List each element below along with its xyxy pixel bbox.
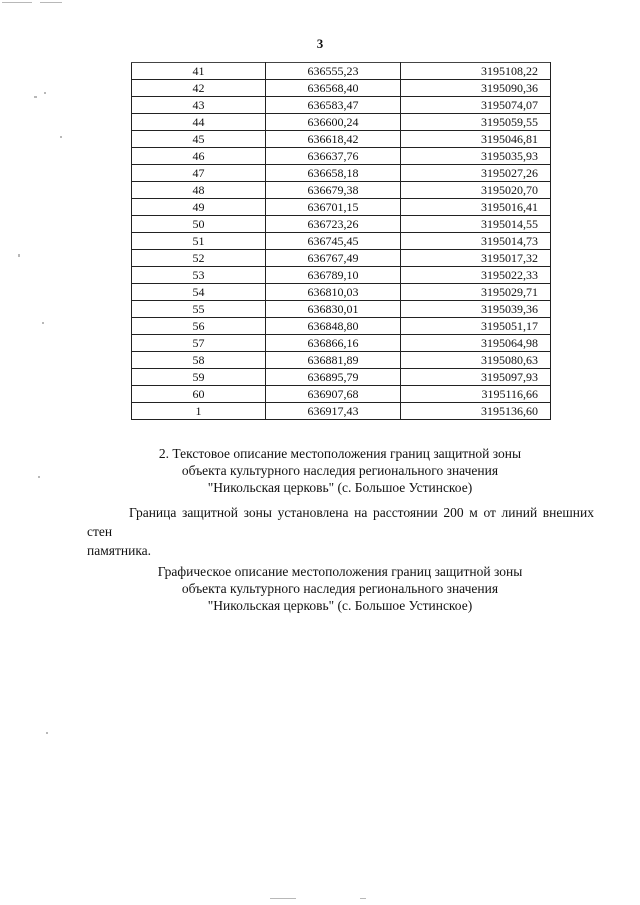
y-coordinate-cell: 3195014,55: [400, 216, 550, 233]
point-number-cell: 59: [132, 369, 266, 386]
table-row: [132, 352, 551, 369]
x-coordinate-cell: 636679,38: [266, 182, 401, 199]
point-number-cell: 53: [132, 267, 266, 284]
scan-mark: [2, 2, 32, 3]
x-coordinate-cell: 636723,26: [266, 216, 401, 233]
y-coordinate-cell: 3195090,36: [400, 80, 550, 97]
point-number-cell: 51: [132, 233, 266, 250]
scan-mark: [40, 2, 62, 3]
point-number-cell: 44: [132, 114, 266, 131]
y-coordinate-cell: 3195027,26: [400, 165, 550, 182]
x-coordinate-cell: 636789,10: [266, 267, 401, 284]
table-row: [132, 199, 551, 216]
paragraph-line: памятника.: [87, 543, 152, 558]
table-row: [132, 131, 551, 148]
y-coordinate-cell: 3195039,36: [400, 301, 550, 318]
y-coordinate-cell: 3195020,70: [400, 182, 550, 199]
scan-mark: [360, 898, 366, 899]
x-coordinate-cell: 636658,18: [266, 165, 401, 182]
x-coordinate-cell: 636701,15: [266, 199, 401, 216]
scan-mark: [18, 254, 20, 257]
page-number: 3: [316, 36, 324, 51]
x-coordinate-cell: 636745,45: [266, 233, 401, 250]
heading-line: объекта культурного наследия регионального значения: [181, 581, 499, 596]
point-number-cell: 45: [132, 131, 266, 148]
x-coordinate-cell: 636618,42: [266, 131, 401, 148]
paragraph-line: Граница защитной зоны установлена на расстоянии 200 м от линий внешних стен: [87, 505, 594, 539]
y-coordinate-cell: 3195097,93: [400, 369, 550, 386]
scan-mark: [42, 322, 44, 324]
x-coordinate-cell: 636895,79: [266, 369, 401, 386]
point-number-cell: 57: [132, 335, 266, 352]
x-coordinate-cell: 636866,16: [266, 335, 401, 352]
x-coordinate-cell: 636767,49: [266, 250, 401, 267]
table-row: [132, 114, 551, 131]
coordinates-table-body: [132, 63, 551, 420]
point-number-cell: 55: [132, 301, 266, 318]
heading-line: "Никольская церковь" (с. Большое Устинское): [207, 480, 473, 495]
point-number-cell: 49: [132, 199, 266, 216]
table-row: [132, 386, 551, 403]
table-row: [132, 165, 551, 182]
x-coordinate-cell: 636917,43: [266, 403, 401, 420]
table-row: [132, 301, 551, 318]
y-coordinate-cell: 3195116,66: [400, 386, 550, 403]
y-coordinate-cell: 3195080,63: [400, 352, 550, 369]
x-coordinate-cell: 636881,89: [266, 352, 401, 369]
scan-mark: [60, 136, 62, 138]
y-coordinate-cell: 3195108,22: [400, 63, 550, 80]
x-coordinate-cell: 636637,76: [266, 148, 401, 165]
table-row: [132, 267, 551, 284]
table-row: [132, 335, 551, 352]
table-row: [132, 63, 551, 80]
table-row: [132, 318, 551, 335]
point-number-cell: 56: [132, 318, 266, 335]
text-description-heading: [0, 445, 640, 496]
table-row: [132, 403, 551, 420]
scan-mark: [270, 898, 296, 899]
table-row: [132, 369, 551, 386]
y-coordinate-cell: 3195016,41: [400, 199, 550, 216]
y-coordinate-cell: 3195136,60: [400, 403, 550, 420]
boundary-paragraph: [87, 503, 594, 560]
x-coordinate-cell: 636848,80: [266, 318, 401, 335]
heading-line: объекта культурного наследия регионального значения: [181, 463, 499, 478]
point-number-cell: 48: [132, 182, 266, 199]
x-coordinate-cell: 636568,40: [266, 80, 401, 97]
table-row: [132, 233, 551, 250]
point-number-cell: 50: [132, 216, 266, 233]
y-coordinate-cell: 3195017,32: [400, 250, 550, 267]
table-row: [132, 148, 551, 165]
scan-mark: [34, 96, 37, 98]
y-coordinate-cell: 3195022,33: [400, 267, 550, 284]
point-number-cell: 43: [132, 97, 266, 114]
y-coordinate-cell: 3195059,55: [400, 114, 550, 131]
point-number-cell: 58: [132, 352, 266, 369]
point-number-cell: 60: [132, 386, 266, 403]
table-row: [132, 250, 551, 267]
y-coordinate-cell: 3195046,81: [400, 131, 550, 148]
y-coordinate-cell: 3195035,93: [400, 148, 550, 165]
point-number-cell: 46: [132, 148, 266, 165]
graphic-description-heading: [0, 563, 640, 614]
point-number-cell: 52: [132, 250, 266, 267]
y-coordinate-cell: 3195064,98: [400, 335, 550, 352]
scan-mark: [46, 732, 48, 734]
point-number-cell: 42: [132, 80, 266, 97]
point-number-cell: 1: [132, 403, 266, 420]
y-coordinate-cell: 3195051,17: [400, 318, 550, 335]
y-coordinate-cell: 3195014,73: [400, 233, 550, 250]
point-number-cell: 54: [132, 284, 266, 301]
scan-mark: [44, 92, 46, 94]
heading-line: 2. Текстовое описание местоположения границ защитной зоны: [158, 446, 522, 461]
table-row: [132, 216, 551, 233]
table-row: [132, 284, 551, 301]
x-coordinate-cell: 636583,47: [266, 97, 401, 114]
table-row: [132, 182, 551, 199]
y-coordinate-cell: 3195074,07: [400, 97, 550, 114]
x-coordinate-cell: 636810,03: [266, 284, 401, 301]
x-coordinate-cell: 636907,68: [266, 386, 401, 403]
x-coordinate-cell: 636555,23: [266, 63, 401, 80]
x-coordinate-cell: 636830,01: [266, 301, 401, 318]
heading-line: Графическое описание местоположения границ защитной зоны: [157, 564, 523, 579]
y-coordinate-cell: 3195029,71: [400, 284, 550, 301]
table-row: [132, 97, 551, 114]
point-number-cell: 41: [132, 63, 266, 80]
table-row: [132, 80, 551, 97]
coordinates-table: [131, 62, 551, 420]
heading-line: "Никольская церковь" (с. Большое Устинское): [207, 598, 473, 613]
point-number-cell: 47: [132, 165, 266, 182]
x-coordinate-cell: 636600,24: [266, 114, 401, 131]
